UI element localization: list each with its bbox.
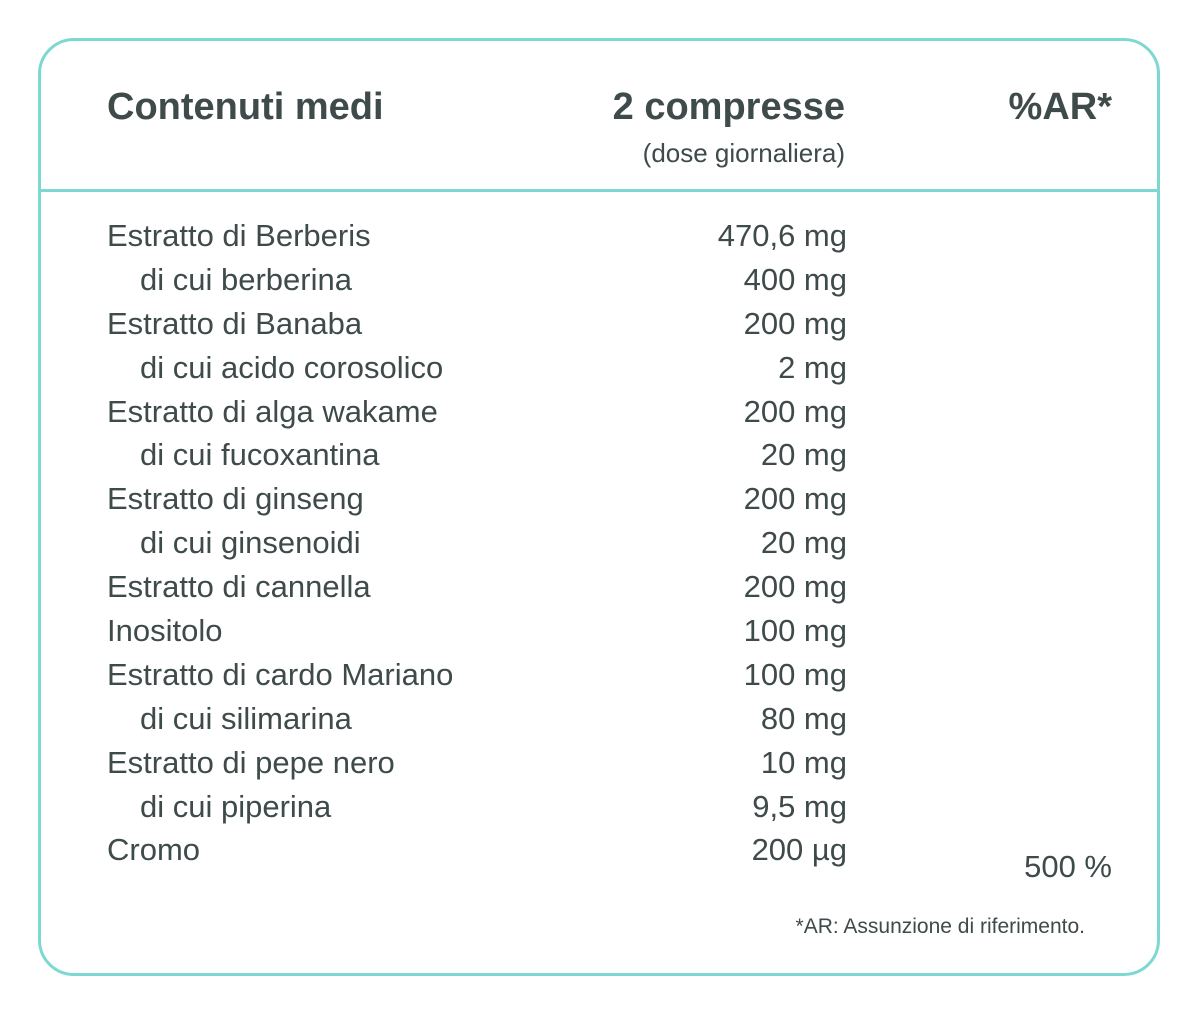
ingredient-amount: 2 mg [778,349,847,385]
ingredient-amount: 20 mg [760,525,847,561]
ingredient-amount: 470,6 mg [717,218,847,253]
ingredient-name: Inositolo [107,613,223,649]
table-row [0,477,1200,521]
ingredient-name: Estratto di ginseng [107,481,364,517]
table-row [0,609,1200,653]
ingredient-name: di cui ginsenoidi [140,525,361,561]
ingredient-name: Estratto di Banaba [107,305,363,341]
header-ar: %AR* [1008,86,1112,128]
ingredient-amount: 200 mg [743,481,847,517]
table-row-sub [0,521,1200,565]
header-dose-subtitle: (dose giornaliera) [642,138,845,168]
ingredient-amount: 20 mg [760,437,847,473]
ingredient-name: Estratto di pepe nero [107,744,395,780]
header-dose: 2 compresse [612,86,845,128]
table-row [0,653,1200,697]
table-row-sub [0,433,1200,477]
table-row [0,214,1200,258]
table-row [0,390,1200,434]
ingredient-name: Estratto di cardo Mariano [107,656,454,692]
table-row [0,565,1200,609]
ingredient-name: di cui acido corosolico [140,349,444,385]
table-row [0,828,1200,872]
ingredient-name: di cui fucoxantina [140,437,380,473]
footnote: *AR: Assunzione di riferimento. [795,915,1085,938]
ingredient-amount: 200 µg [751,832,847,868]
ingredient-amount: 200 mg [743,393,847,429]
ingredient-amount: 9,5 mg [752,788,847,824]
table-row-sub [0,258,1200,302]
ar-value-cromo: 500 % [1024,849,1112,884]
ingredient-amount: 400 mg [743,261,847,297]
ingredient-amount: 200 mg [743,569,847,605]
ingredient-name: Estratto di alga wakame [107,393,438,429]
ingredient-name: di cui piperina [140,788,332,824]
ingredient-amount: 100 mg [743,656,847,692]
table-row [0,741,1200,785]
ingredient-name: di cui berberina [140,261,352,297]
header-divider [40,189,1158,192]
ingredient-amount: 200 mg [743,305,847,341]
ingredient-name: Estratto di Berberis [107,218,371,253]
table-row-sub [0,346,1200,390]
ingredient-amount: 100 mg [743,613,847,649]
ingredient-name: Cromo [107,832,201,868]
header-contenuti-medi: Contenuti medi [107,86,384,128]
ingredient-list [0,214,1200,872]
table-row-sub [0,785,1200,829]
ingredient-name: Estratto di cannella [107,569,371,605]
table-row-sub [0,697,1200,741]
ingredient-amount: 80 mg [760,700,847,736]
table-row [0,302,1200,346]
ingredient-amount: 10 mg [760,744,847,780]
ingredient-name: di cui silimarina [140,700,352,736]
